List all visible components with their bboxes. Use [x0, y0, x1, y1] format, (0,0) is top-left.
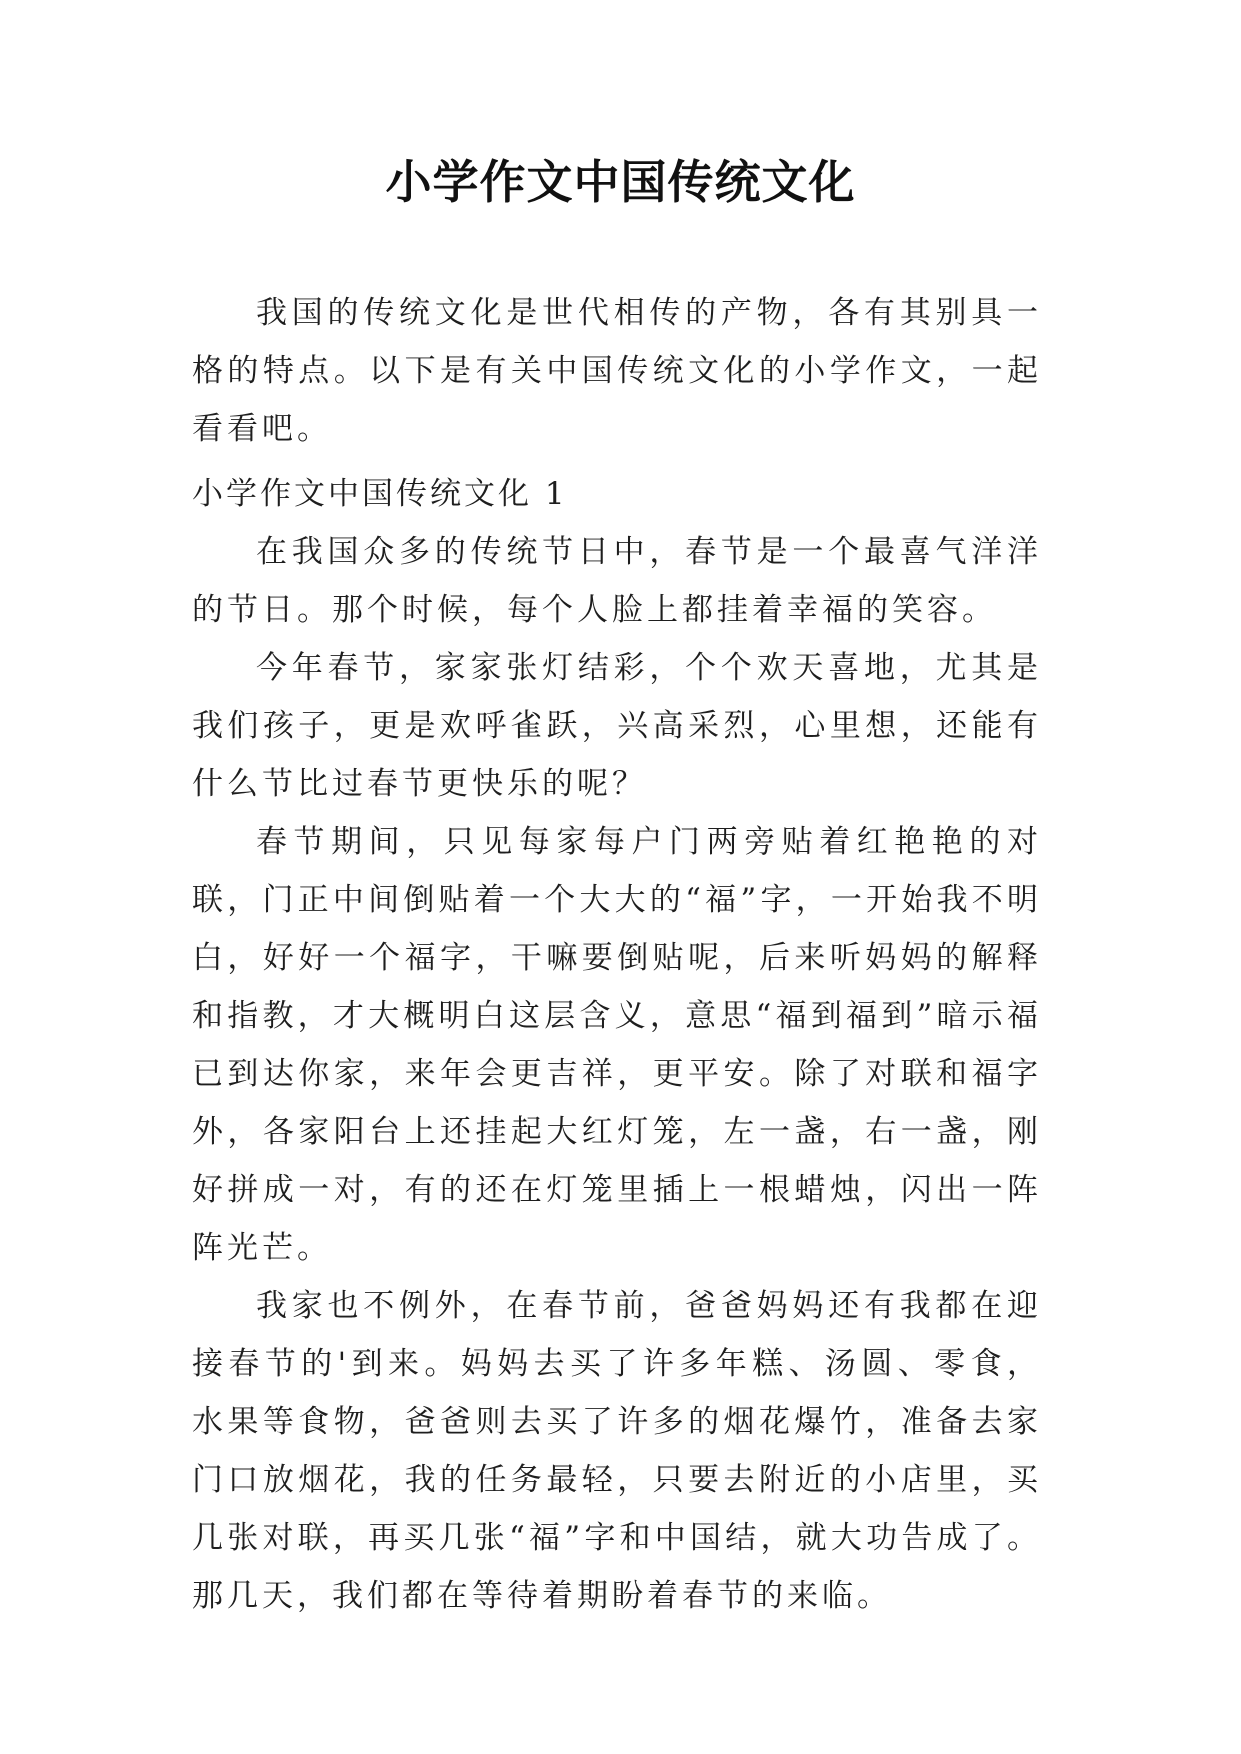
essay-body [192, 523, 1042, 1625]
section-heading: 小学作文中国传统文化 1 [192, 476, 568, 512]
essay-paragraph: 在我国众多的传统节日中，春节是一个最喜气洋洋的节日。那个时候，每个人脸上都挂着幸福的笑容。 [192, 534, 1042, 628]
essay-paragraph: 今年春节，家家张灯结彩，个个欢天喜地，尤其是我们孩子，更是欢呼雀跃，兴高采烈，心里想，还能有什么节比过春节更快乐的呢？ [192, 650, 1042, 802]
essay-paragraph: 我家也不例外，在春节前，爸爸妈妈还有我都在迎接春节的'到来。妈妈去买了许多年糕、汤圆、零食，水果等食物，爸爸则去买了许多的烟花爆竹，准备去家门口放烟花，我的任务最轻，只要去附近的小店里，买几张对联，再买几张“福”字和中国结，就大功告成了。那几天，我们都在等待着期盼着春节的来临。 [192, 1288, 1042, 1614]
essay-paragraph: 春节期间，只见每家每户门两旁贴着红艳艳的对联，门正中间倒贴着一个大大的“福”字，一开始我不明白，好好一个福字，干嘛要倒贴呢，后来听妈妈的解释和指教，才大概明白这层含义，意思“福到福到”暗示福已到达你家，来年会更吉祥，更平安。除了对联和福字外，各家阳台上还挂起大红灯笼，左一盏，右一盏，刚好拼成一对，有的还在灯笼里插上一根蜡烛，闪出一阵阵光芒。 [192, 824, 1042, 1266]
document-title: 小学作文中国传统文化 [385, 155, 856, 209]
intro-paragraph: 我国的传统文化是世代相传的产物，各有其别具一格的特点。以下是有关中国传统文化的小学作文，一起看看吧。 [192, 295, 1042, 447]
